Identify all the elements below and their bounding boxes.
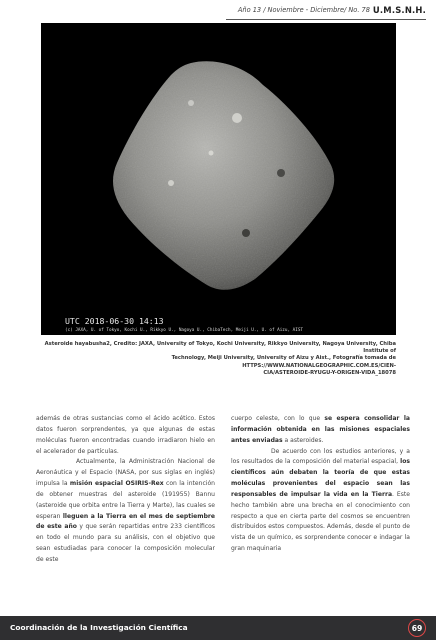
running-header <box>238 3 426 17</box>
paragraph: además de otras sustancias como el ácido acético. Estos datos fueron sorprendentes, ya que algunas de estas moléculas fueron encontradas cuando irradiaron hielo en el acelerador de partículas. <box>36 415 215 455</box>
article-body <box>36 414 410 609</box>
paragraph <box>231 414 410 447</box>
text-run: y que serán repartidas entre 233 científicos en todo el mundo para su análisis, con el objetivo que sean estudiadas para conocer la composición molecular de este <box>36 523 215 563</box>
journal-name: U.M.S.N.H. <box>372 5 426 15</box>
right-column <box>231 414 410 609</box>
image-credit: (c) JAXA, U. of Tokyo, Kochi U., Rikkyo U., Nagoya U., ChibaTech, Meiji U., U. of Aizu, AIST <box>65 328 303 333</box>
issue-info: Año 13 / Noviembre - Diciembre/ No. 78 <box>237 6 370 14</box>
paragraph <box>231 447 410 555</box>
bold-text: se espera consolidar la información obtenida en las misiones espaciales antes enviadas <box>231 415 410 444</box>
text-run: con la intención de obtener muestras del asteroide (191955) Bannu (asteroide que orbita entre la Tierra y Marte), las cuales se esperan <box>36 480 216 520</box>
header-rule <box>226 19 426 20</box>
paragraph <box>36 457 215 565</box>
image-timestamp: UTC 2018-06-30 14:13 <box>65 316 164 326</box>
text-run: De acuerdo con los estudios anteriores, y a los resultados de la composición del material espacial, <box>231 447 410 466</box>
text-run: a asteroides. <box>282 436 324 444</box>
caption-line: Technology, Meiji University, University of Aizu y Aist., Fotografía tomada de HTTPS://WWW.NATIONALGEOGRAPHIC.COM.ES/CIEN- <box>171 355 396 369</box>
page-footer <box>0 616 436 640</box>
caption-line: CIA/ASTEROIDE-RYUGU-Y-ORIGEN-VIDA_18078 <box>263 369 396 376</box>
caption-line: Asteroide hayabusha2, Credito: JAXA, University of Tokyo, Kochi University, Rikkyo University, Nagoya University, Chiba Institute of <box>44 341 396 355</box>
text-run: cuerpo celeste, con lo que <box>231 415 325 422</box>
asteroid-photo <box>41 23 396 335</box>
asteroid-image <box>41 23 396 335</box>
bold-text: los científicos aún debaten la teoría de que estas moléculas provenientes del espacio sean las responsables de impulsar la vida en la Tierra <box>231 458 410 498</box>
page-number: 69 <box>408 619 426 637</box>
text-run: Actualmente, la Administración Nacional de Aeronáutica y el Espacio (NASA, por sus siglas en inglés) impulsa la <box>36 458 215 488</box>
bold-text: misión espacial OSIRIS-Rex <box>69 480 164 488</box>
figure-caption <box>30 341 396 377</box>
bold-text: lleguen a la Tierra en el mes de septiembre de este año <box>36 512 215 531</box>
left-column <box>36 414 215 609</box>
text-run: . Este hecho también abre una brecha en el conocimiento con respecto a que en cierta parte del cosmos se encuentren distribuidos estos compuestos. Además, desde el punto de vista de un químico, es sorprendente conocer e indagar la gran maquinaria <box>231 490 410 553</box>
footer-label: Coordinación de la Investigación Científica <box>10 623 188 632</box>
